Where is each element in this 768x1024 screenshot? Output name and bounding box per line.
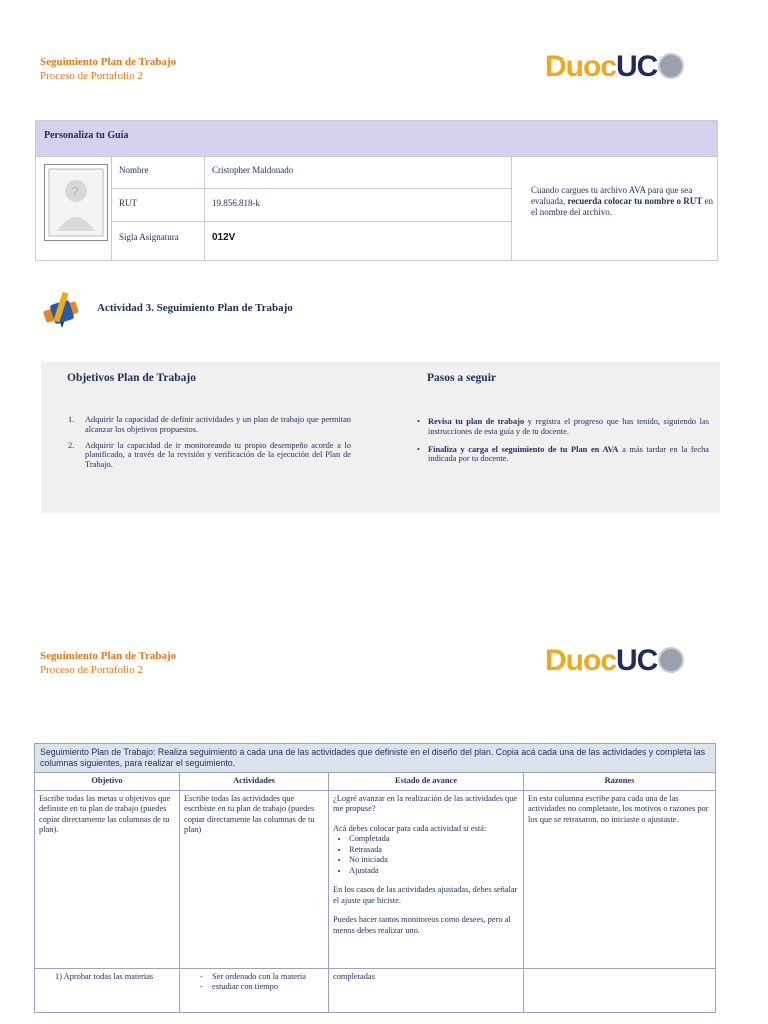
header-estado: Estado de avance xyxy=(329,773,524,791)
pencil-ruler-icon xyxy=(42,290,82,330)
user-silhouette-icon xyxy=(45,165,107,240)
steps-list xyxy=(409,417,709,464)
header-subtitle-page2: Proceso de Portafolio 2 xyxy=(40,664,143,676)
instr-razones: En esta columna escribe para cada una de las actividades no completaste, los motivos o razones por los que se retrasaron, no iniciaste o ajustaste. xyxy=(524,790,716,968)
svg-text:?: ? xyxy=(71,183,80,199)
value-sigla[interactable]: 012V xyxy=(212,232,236,243)
objectives-list xyxy=(68,415,351,470)
step-item: • Finaliza y carga el seguimiento de tu Plan en AVA a más tardar en la fecha indicada por tu docente. xyxy=(417,444,709,464)
guide-note: Cuando cargues tu archivo AVA para que sea evaluada, recuerda colocar tu nombre o RUT en el nombre del archivo. xyxy=(531,185,713,217)
objective-item: 1. Adquirir la capacidad de definir actividades y un plan de trabajo que permitan alcanzar los objetivos propuestos. xyxy=(68,415,351,434)
step-item: • Revisa tu plan de trabajo y registra el progreso que has tenido, siguiendo las instrucciones de esta guía y de tu docente. xyxy=(417,417,709,436)
header-objetivo: Objetivo xyxy=(35,773,180,791)
instr-estado: ¿Logré avanzar en la realización de las actividades que me propuse? Acá debes colocar para cada actividad si está: • Completada • Retrasada • No iniciada • Ajustada En los casos de las actividades ajustadas, debes señalar el ajuste que hiciste. Puedes hacer tantos monitoreos como desees, pero al menos debes realizar uno. xyxy=(329,790,524,968)
header-razones: Razones xyxy=(524,773,716,791)
objectives-title: Objetivos Plan de Trabajo xyxy=(67,372,196,384)
objective-item: 2. Adquirir la capacidad de ir monitoreando tu propio desempeño acorde a lo planificado, a través de la revisión y verificación de la ejecución del Plan de Trabajo. xyxy=(68,440,351,470)
photo-placeholder[interactable] xyxy=(44,164,108,241)
estado-option: • Retrasada xyxy=(349,845,519,856)
row1-razones[interactable] xyxy=(524,968,716,1012)
value-nombre[interactable]: Cristopher Maldonado xyxy=(212,165,294,175)
label-rut: RUT xyxy=(119,198,137,208)
objectives-steps-box xyxy=(41,362,720,513)
estado-option: • Ajustada xyxy=(349,866,519,877)
estado-option: • No iniciada xyxy=(349,855,519,866)
instr-objetivo: Escribe todas las metas u objetivos que definiste en tu plan de trabajo (puedes copiar directamente las columnas de tu plan). xyxy=(35,790,180,968)
row1-estado[interactable]: completadas xyxy=(329,968,524,1012)
tracking-table xyxy=(34,743,716,1013)
row1-objetivo[interactable]: 1) Aprobar todas las materias xyxy=(35,968,180,1012)
duoc-uc-logo: DuocUC xyxy=(545,50,684,84)
steps-title: Pasos a seguir xyxy=(427,372,496,384)
uc-seal-icon xyxy=(658,647,684,673)
header-title: Seguimiento Plan de Trabajo xyxy=(40,56,177,68)
instr-actividades: Escribe todas las actividades que escribiste en tu plan de trabajo (puedes copiar directamente las columnas de tu plan) xyxy=(180,790,329,968)
value-rut[interactable]: 19.856.818-k xyxy=(212,198,260,208)
duoc-uc-logo-page2: DuocUC xyxy=(545,644,684,678)
header-subtitle: Proceso de Portafolio 2 xyxy=(40,70,143,82)
estado-option: • Completada xyxy=(349,834,519,845)
header-title-page2: Seguimiento Plan de Trabajo xyxy=(40,650,177,662)
table-intro: Seguimiento Plan de Trabajo: Realiza seguimiento a cada una de las actividades que definiste en el diseño del plan. Copia acá cada una de las actividades y completa las columnas siguientes, para realizar el seguimiento. xyxy=(35,744,716,773)
row1-actividades[interactable]: - Ser ordenado con la materia - estudiar con tiempo xyxy=(180,968,329,1012)
uc-seal-icon xyxy=(658,53,684,79)
activity-title: Actividad 3. Seguimiento Plan de Trabajo xyxy=(97,302,293,314)
label-nombre: Nombre xyxy=(119,165,149,175)
guide-title: Personaliza tu Guía xyxy=(44,130,129,141)
guide-box xyxy=(35,120,718,261)
label-sigla: Sigla Asignatura xyxy=(119,232,179,242)
header-actividades: Actividades xyxy=(180,773,329,791)
